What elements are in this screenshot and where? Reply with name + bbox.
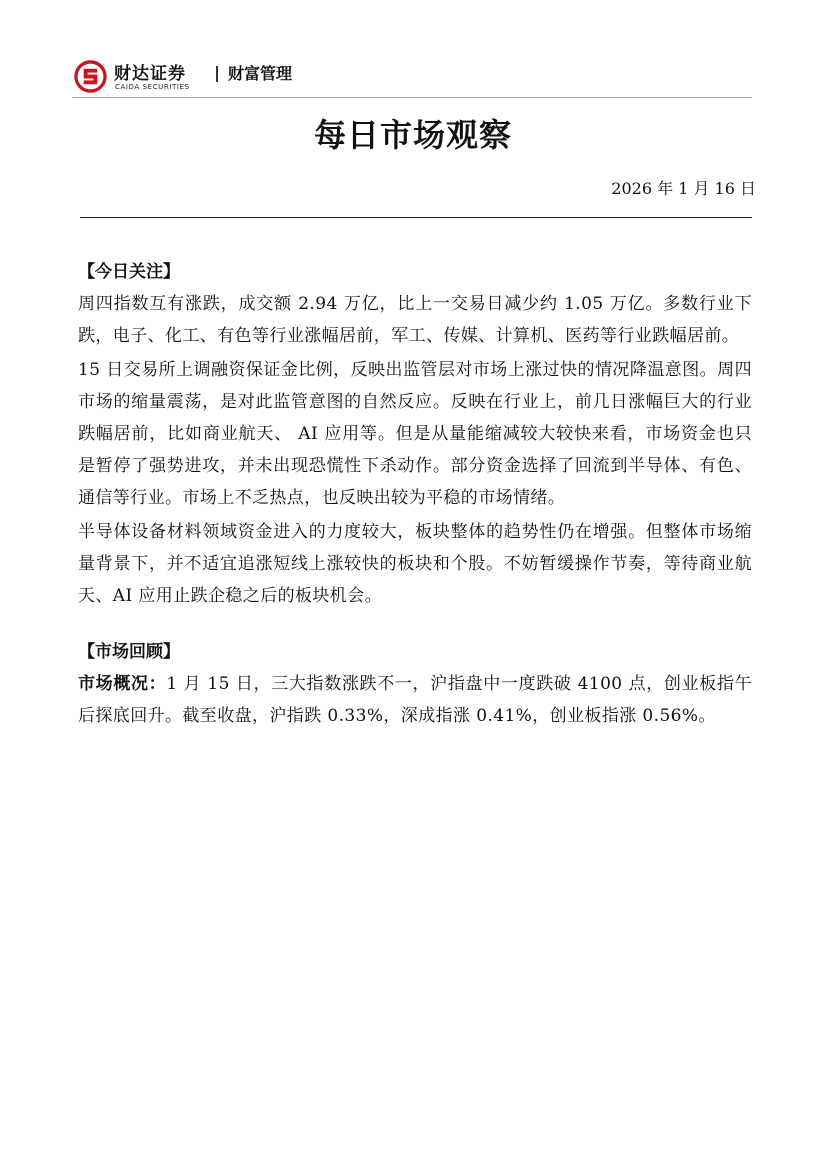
focus-paragraph-3: 半导体设备材料领域资金进入的力度较大，板块整体的趋势性仍在增强。但整体市场缩量背景下，并不适宜追涨短线上涨较快的板块和个股。不妨暂缓操作节奏，等待商业航天、AI 应用止跌企稳之后的板块机会。 [78,522,752,606]
brand-separator [216,66,218,82]
caida-logo-icon [74,60,107,93]
focus-paragraph-1: 周四指数互有涨跌，成交额 2.94 万亿，比上一交易日减少约 1.05 万亿。多数行业下跌，电子、化工、有色等行业涨幅居前，军工、传媒、计算机、医药等行业跌幅居前。 [78,294,752,346]
section-focus [78,256,752,612]
section-heading-review: 【市场回顾】 [78,642,180,662]
date-divider [80,217,752,218]
report-body [78,256,752,734]
market-overview-label: 市场概况： [78,674,167,694]
report-date: 2026 年 1 月 16 日 [611,179,756,198]
section-heading-focus: 【今日关注】 [78,262,180,282]
market-overview-paragraph [78,668,752,732]
brand-name: 财达证券 [114,64,186,84]
brand-name-english: CAIDA SECURITIES [115,83,190,91]
page-header [72,58,752,98]
division-name: 财富管理 [228,64,293,83]
market-overview-text: 1 月 15 日，三大指数涨跌不一，沪指盘中一度跌破 4100 点，创业板指午后探底回升。截至收盘，沪指跌 0.33%，深成指涨 0.41%，创业板指涨 0.56%。 [78,674,752,726]
header-divider [72,97,752,98]
section-review [78,636,752,732]
section-gap [78,614,752,636]
page-title: 每日市场观察 [313,116,512,154]
focus-paragraph-2: 15 日交易所上调融资保证金比例，反映出监管层对市场上涨过快的情况降温意图。周四市场的缩量震荡，是对此监管意图的自然反应。反映在行业上，前几日涨幅巨大的行业跌幅居前，比如商业航天、 AI 应用等。但是从量能缩减较大较快来看，市场资金也只是暂停了强势进攻，并未出现恐慌性下杀动作。部分资金选择了回流到半导体、有色、通信等行业。市场上不乏热点，也反映出较为平稳的市场情绪。 [78,360,752,508]
